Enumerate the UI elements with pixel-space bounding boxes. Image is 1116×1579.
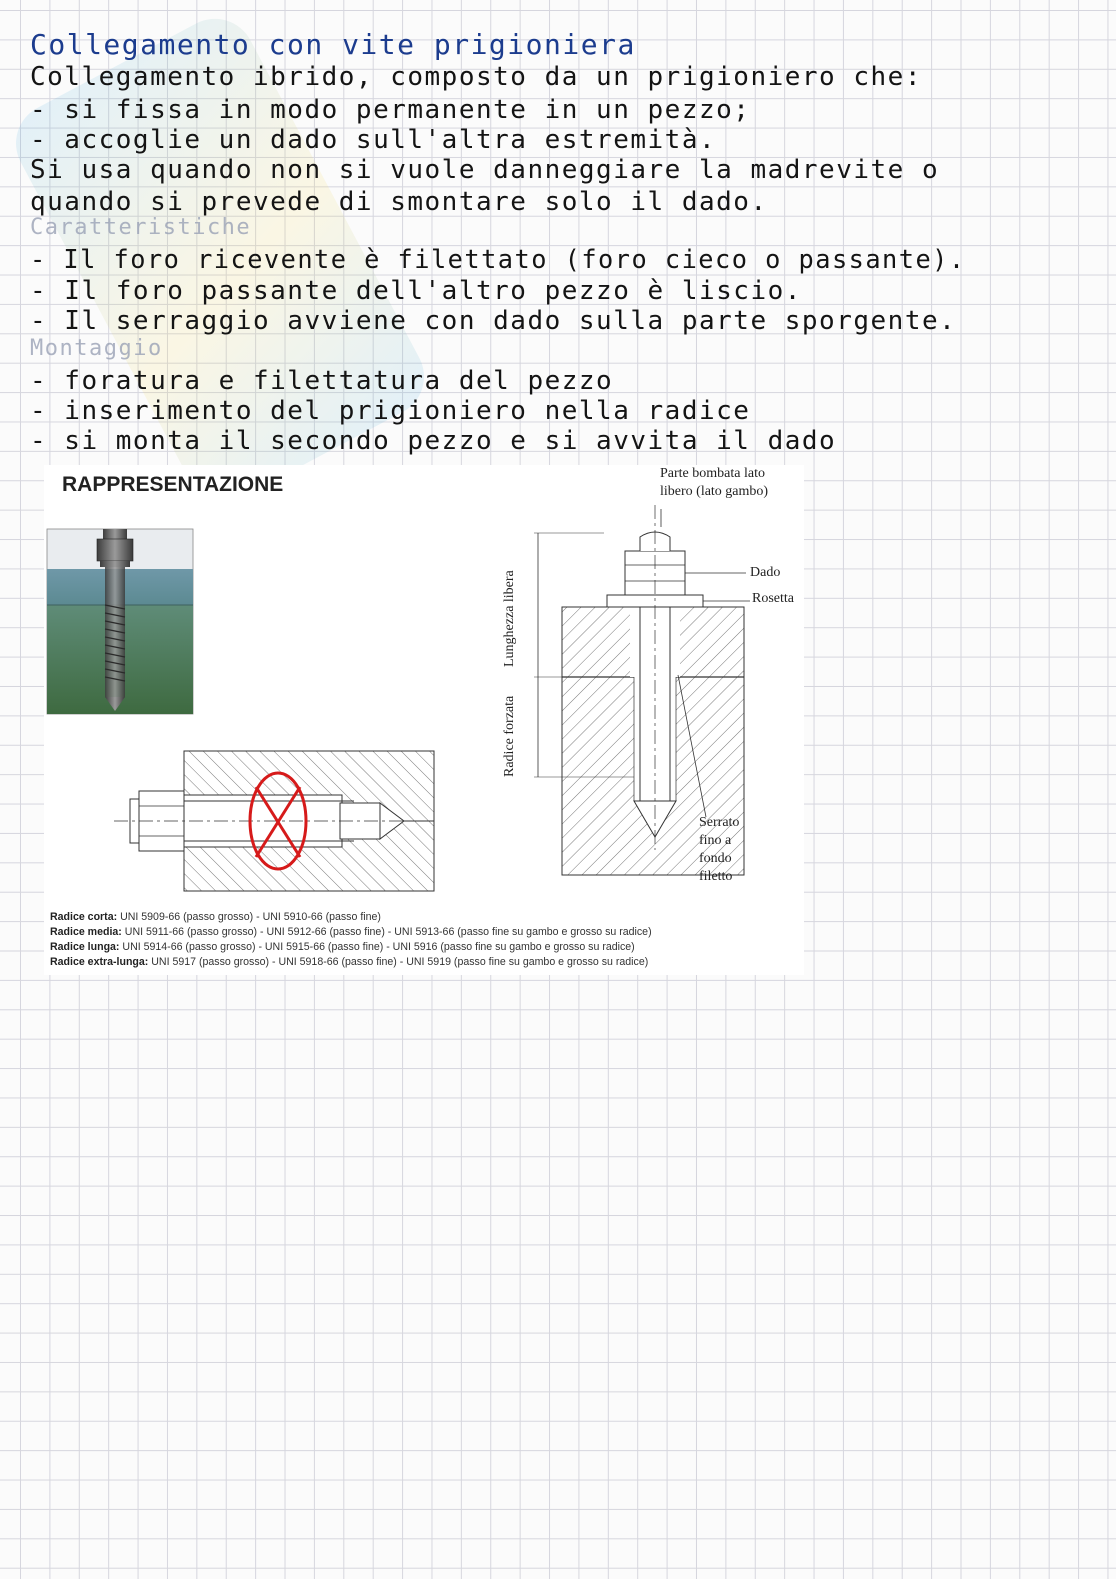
figure-heading: RAPPRESENTAZIONE: [62, 473, 284, 496]
standards-list: [50, 910, 652, 970]
notes-line-3: - accoglie un dado sull'altra estremità.: [30, 125, 717, 155]
standard-row: Radice corta: UNI 5909-66 (passo grosso) - UNI 5910-66 (passo fine): [50, 911, 381, 923]
callout-parte-bombata-2: libero (lato gambo): [660, 484, 769, 499]
standard-row: Radice lunga: UNI 5914-66 (passo grosso) - UNI 5915-66 (passo fine) - UNI 5916 (passo fine su gambo e grosso su radice): [50, 941, 635, 953]
callout-dado: Dado: [750, 565, 781, 580]
notes-line-5: quando si prevede di smontare solo il dado.: [30, 187, 768, 217]
callout-parte-bombata-1: Parte bombata lato: [660, 466, 765, 481]
montaggio-1: - foratura e filettatura del pezzo: [30, 366, 614, 396]
horizontal-section: [114, 751, 434, 891]
notes-line-2: - si fissa in modo permanente in un pezzo;: [30, 95, 751, 125]
montaggio-2: - inserimento del prigioniero nella radice: [30, 396, 751, 426]
caratteristiche-1: - Il foro ricevente è filettato (foro cieco o passante).: [30, 245, 966, 275]
standard-row: Radice extra-lunga: UNI 5917 (passo grosso) - UNI 5918-66 (passo fine) - UNI 5919 (passo fine su gambo e grosso su radice): [50, 956, 649, 968]
standard-row: Radice media: UNI 5911-66 (passo grosso) - UNI 5912-66 (passo fine) - UNI 5913-66 (passo fine su gambo e grosso su radice): [50, 926, 652, 938]
montaggio-3: - si monta il secondo pezzo e si avvita il dado: [30, 426, 837, 456]
callout-serrato-4: filetto: [699, 869, 733, 884]
callout-rosetta: Rosetta: [752, 591, 794, 606]
section-caratteristiche: Caratteristiche: [30, 215, 252, 240]
label-lunghezza-libera: Lunghezza libera: [502, 570, 517, 667]
callout-serrato-2: fino a: [699, 833, 732, 848]
figure-drawings: [44, 465, 804, 905]
callout-serrato-3: fondo: [699, 851, 732, 866]
stud-photo: [47, 529, 193, 714]
notes-line-1: Collegamento ibrido, composto da un prigioniero che:: [30, 62, 922, 92]
section-montaggio: Montaggio: [30, 336, 163, 361]
label-radice-forzata: Radice forzata: [502, 695, 517, 777]
notes-title: Collegamento con vite prigioniera: [30, 28, 636, 61]
notes-line-4: Si usa quando non si vuole danneggiare la madrevite o: [30, 155, 940, 185]
rappresentazione-figure: [44, 465, 804, 975]
caratteristiche-2: - Il foro passante dell'altro pezzo è liscio.: [30, 276, 802, 306]
caratteristiche-3: - Il serraggio avviene con dado sulla parte sporgente.: [30, 306, 957, 336]
callout-serrato-1: Serrato: [699, 815, 740, 830]
